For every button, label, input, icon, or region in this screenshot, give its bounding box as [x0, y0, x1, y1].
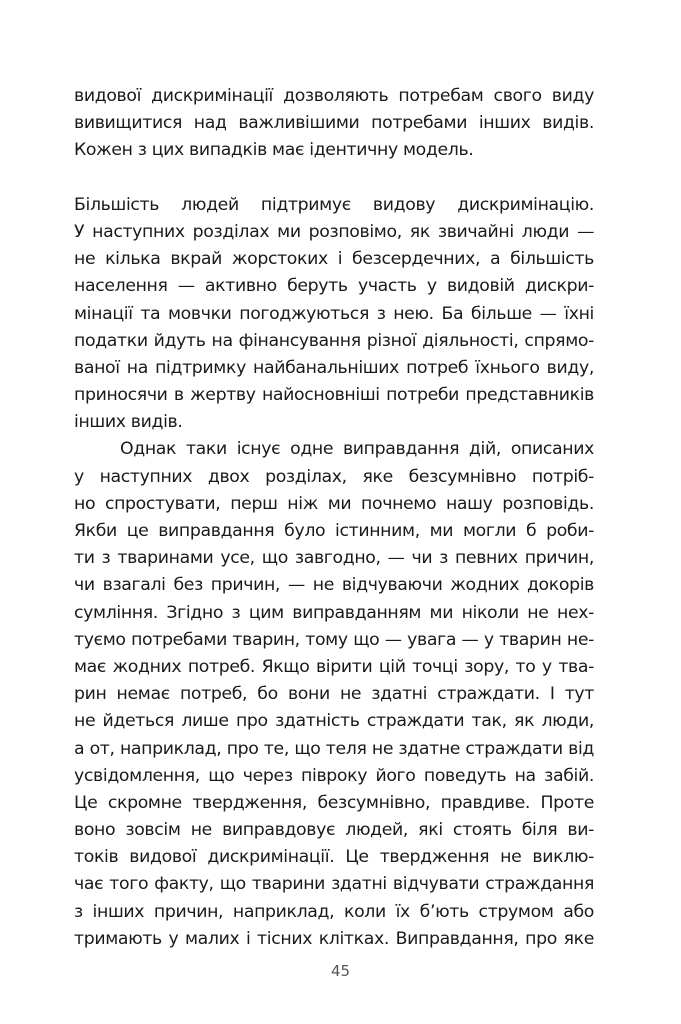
text-line: чає того факту, що тварини здатні відчувати страждання	[74, 874, 594, 895]
text-line: мінації та мовчки погоджуються з нею. Ба більше — їхні	[74, 303, 594, 324]
text-line: но спростувати, перш ніж ми почнемо нашу розповідь.	[74, 493, 594, 514]
text-line: у наступних двох розділах, яке безсумнівно потріб-	[74, 466, 594, 487]
text-line: воно зовсім не виправдовує людей, які стоять біля ви-	[74, 820, 594, 841]
text-line: з інших причин, наприклад, коли їх б’ють струмом або	[74, 901, 594, 922]
text-line: не кілька вкрай жорстоких і безсердечних, а більшість	[74, 249, 594, 270]
text-line: Кожен з цих випадків має ідентичну модель.	[74, 140, 474, 161]
paragraph-1	[74, 83, 594, 165]
text-line: туємо потребами тварин, тому що — увага — у тварин не-	[74, 629, 594, 650]
text-line: приносячи в жертву найосновніші потреби представників	[74, 385, 594, 406]
text-line: У наступних розділах ми розповімо, як звичайні люди —	[74, 221, 594, 242]
text-line: рин немає потреб, бо вони не здатні страждати. І тут	[74, 684, 594, 705]
text-line: вивищитися над важливішими потребами інших видів.	[74, 113, 594, 134]
text-line: Більшість людей підтримує видову дискримінацію.	[74, 194, 594, 215]
text-line: тримають у малих і тісних клітках. Виправдання, про яке	[74, 928, 594, 949]
text-line: ваної на підтримку найбанальніших потреб їхнього виду,	[74, 357, 594, 378]
text-line: видової дискримінації дозволяють потребам свого виду	[74, 86, 594, 106]
paragraph-gap	[74, 165, 594, 192]
text-line: Однак таки існує одне виправдання дій, описаних	[120, 439, 594, 460]
page-number: 45	[330, 962, 351, 980]
text-line: інших видів.	[74, 412, 183, 433]
text-line: усвідомлення, що через півроку його поведуть на забій.	[74, 765, 594, 786]
text-line: має жодних потреб. Якщо вірити цій точці зору, то у тва-	[74, 656, 594, 677]
text-line: а от, наприклад, про те, що теля не здатне страждати від	[74, 738, 594, 759]
paragraph-3	[74, 436, 594, 953]
text-line: населення — активно беруть участь у видовій дискри-	[74, 276, 594, 297]
text-line: сумління. Згідно з цим виправданням ми ніколи не нех-	[74, 602, 594, 623]
text-line: чи взагалі без причин, — не відчуваючи жодних докорів	[74, 575, 594, 596]
text-line: податки йдуть на фінансування різної діяльності, спрямо-	[74, 330, 594, 351]
page-body	[74, 83, 594, 953]
paragraph-2	[74, 192, 594, 437]
text-line: ти з тваринами усе, що завгодно, — чи з певних причин,	[74, 548, 594, 569]
text-line: Це скромне твердження, безсумнівно, правдиве. Проте	[74, 792, 594, 813]
text-line: Якби це виправдання було істинним, ми могли б роби-	[74, 521, 594, 541]
text-line: не йдеться лише про здатність страждати так, як люди,	[74, 711, 594, 732]
text-line: токів видової дискримінації. Це твердження не виклю-	[74, 847, 594, 868]
